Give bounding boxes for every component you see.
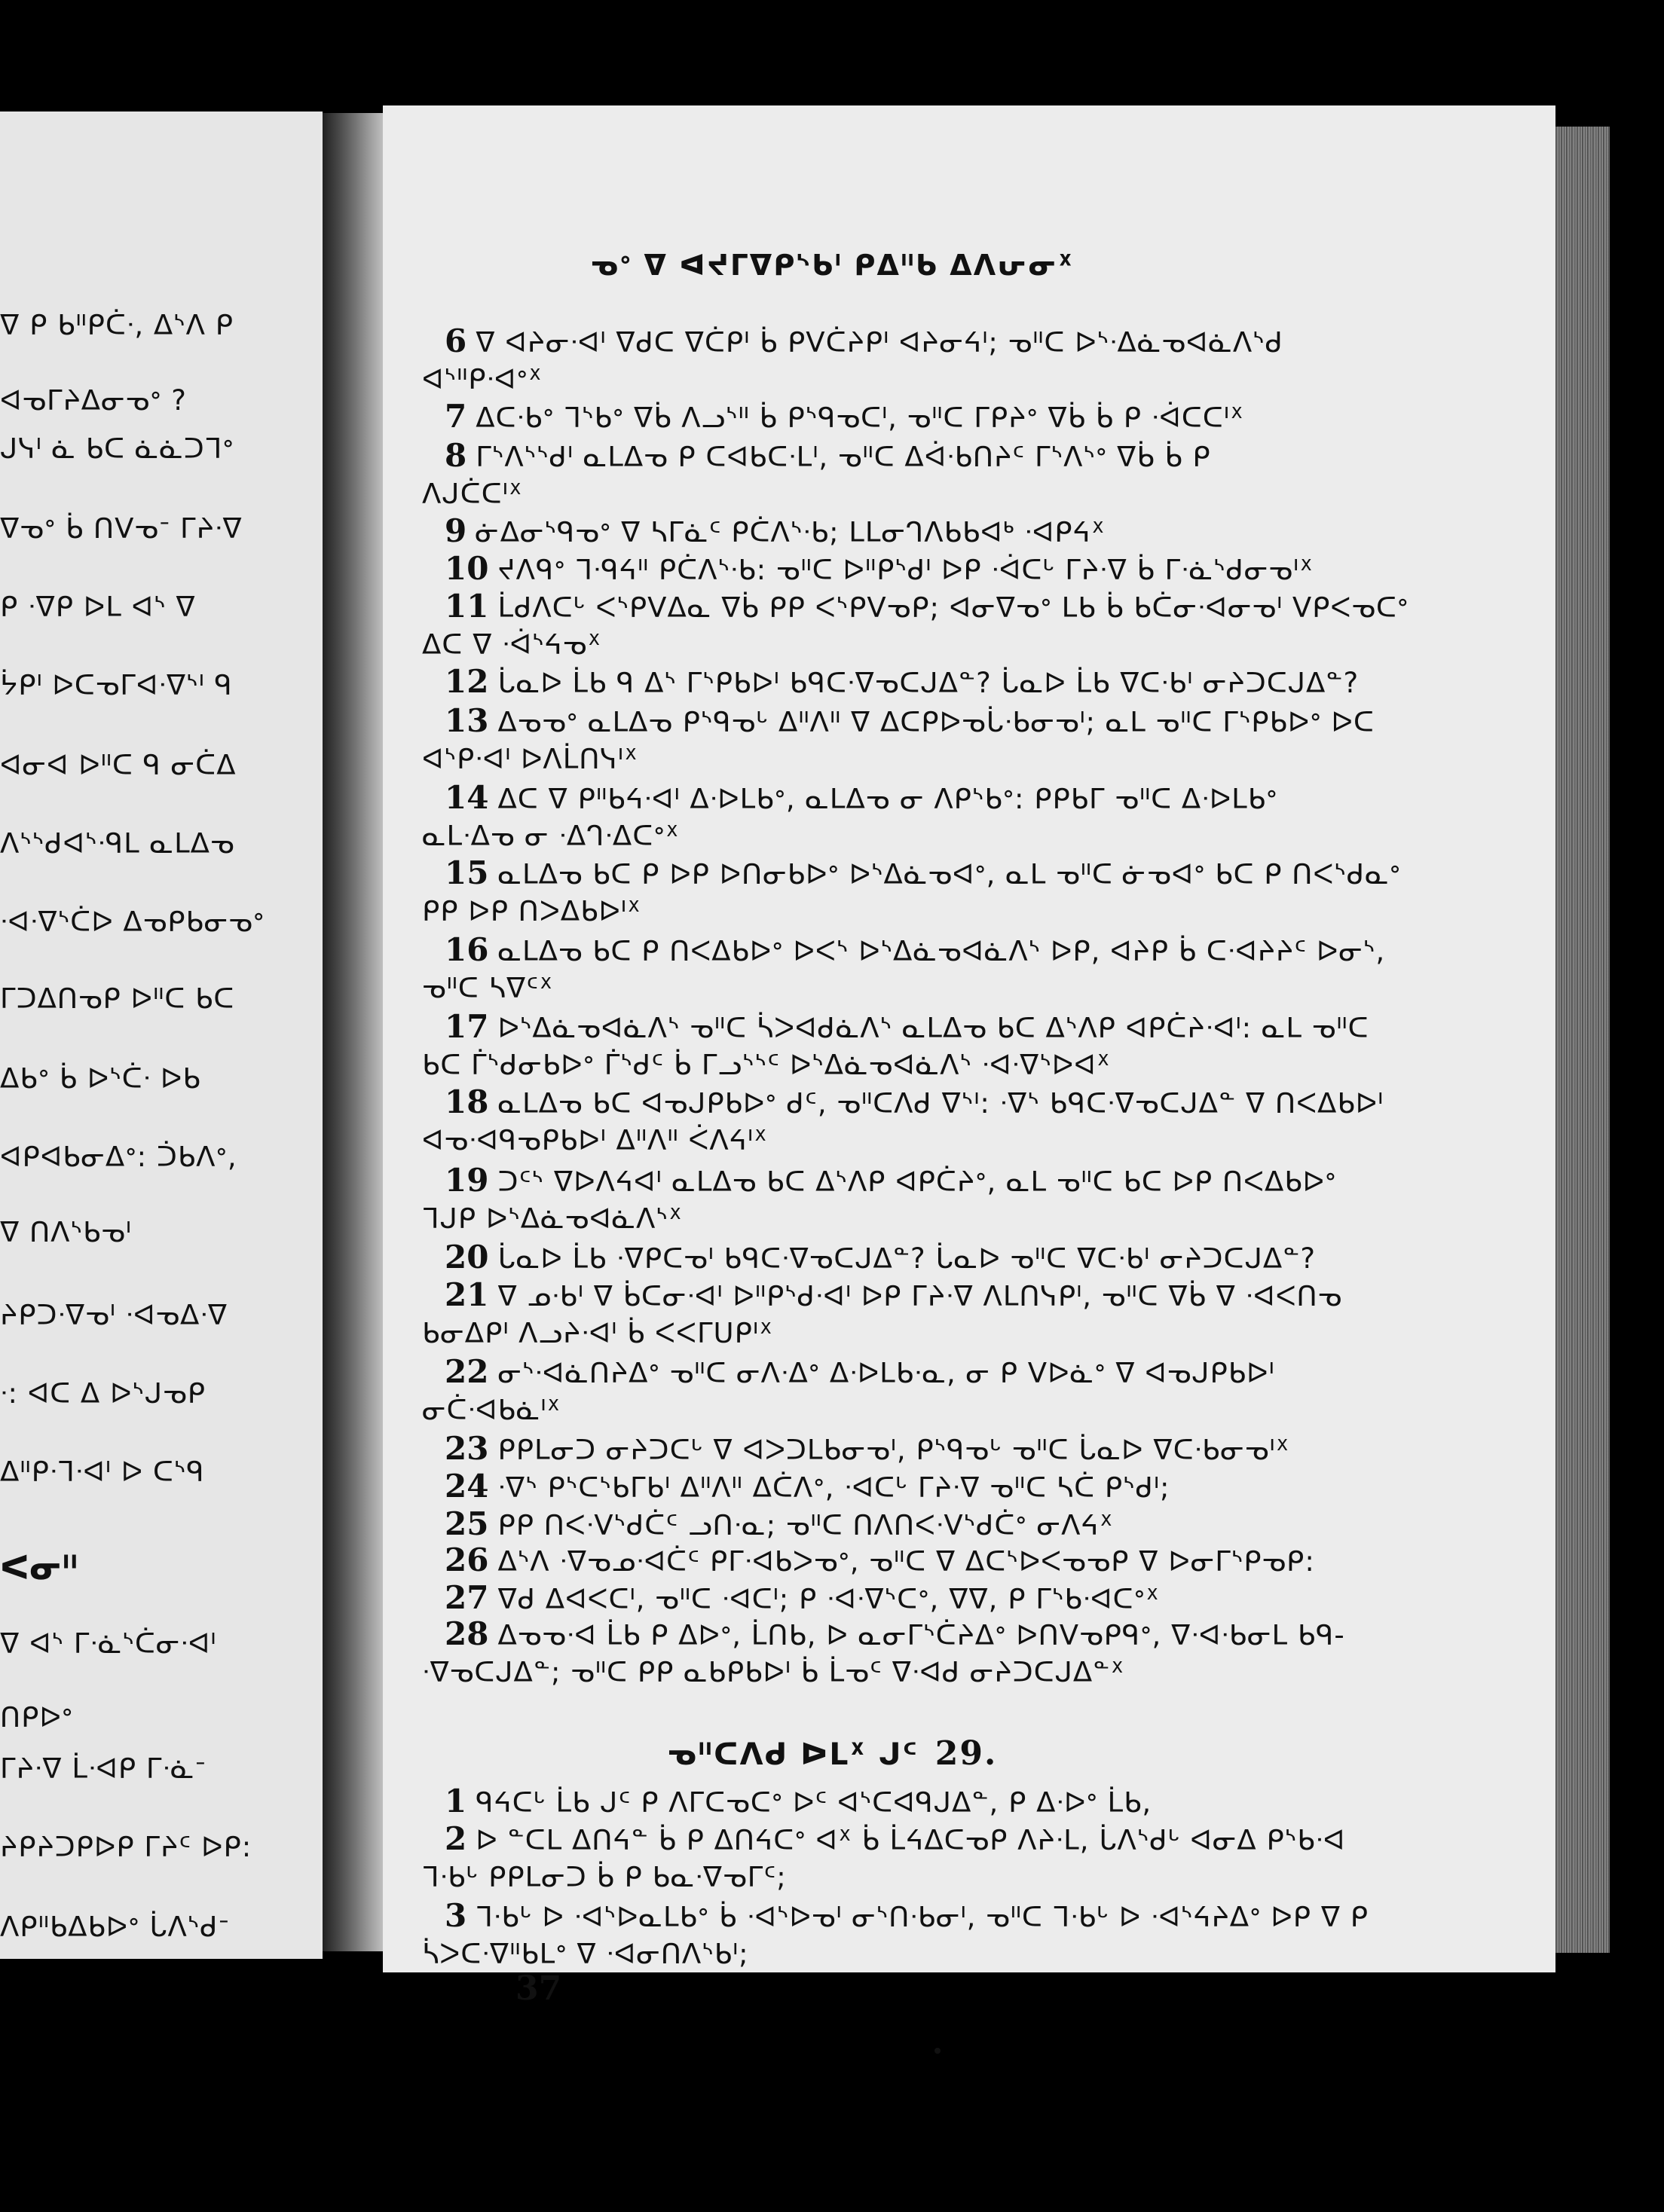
verse-number: 2: [445, 1820, 467, 1857]
verse-text: ᐅ ᓐᑕᒪ ᐃᑎᔦᓐ ᑳ ᑭ ᐃᑎᔦᑕᐤ ᐊᕽ ᑳ ᒫᔦᐃᑕᓀᑭ ᐱᔨᐧᒪ, ᒑᐱᔅᑯᒡ ᐊᓂᐃ ᑭᔅᑲᐧᐊ: [476, 1824, 1346, 1856]
verse-line: [445, 1541, 1315, 1578]
verse-line: ᐧᐁᓀᑕᒍᐃᓐ; ᓀᐦᑕ ᑭᑭ ᓇᑲᑭᑲᐅᑊ ᑳ ᒫᓀᑦ ᐁᐧᐊᑯ ᓂᔨᑐᑕᒍᐃᓐᕽ: [422, 1656, 1125, 1688]
verse-text: ᐃᔅᐱ ᐧᐁᓀᓄᐧᐊᑖᑦ ᑭᒥᐧᐊᑲᐳᓀᐤ, ᓀᐦᑕ ᐁ ᐃᑕᔅᐅᐸᓀᓀᑭ ᐁ ᐅᓂᒥᔅᑭᓀᑭ:: [497, 1545, 1315, 1578]
facing-line: ᐁ ᑭ ᑲᐦᑭᑖᐧ, ᐃᔅᐱ ᑭ: [0, 309, 234, 341]
facing-line: ᔮᑭᑊ ᐅᑕᓀᒥᐊᐧᐁᔅᑊ ᑫ: [0, 669, 233, 701]
verse-number: 24: [445, 1468, 489, 1505]
facing-line: ᐧ: ᐊᑕ ᐃ ᐅᔅᒍᓀᑭ: [0, 1377, 206, 1410]
verse-number: 21: [445, 1276, 489, 1313]
verse-text: ᐁ ᐊᔨᓂᐧᐊᑊ ᐁᑯᑕ ᐁᑖᑭᑊ ᑳ ᑭᐯᑖᔨᑭᑊ ᐊᔨᓂᔦᑊ; ᓀᐦᑕ ᐅᔅᐧᐃᓈᓀᐊᓈᐱᔅᑯ: [476, 326, 1283, 359]
facing-line: ᐊᓀᒥᔨᐃᓂᓀᐤ ?: [0, 384, 187, 417]
verse-line: ᑭᑭ ᐅᑭ ᑎᐳᐃᑲᐅᑊᕽ: [422, 895, 641, 927]
verse-text: ᐅᔅᐃᓈᓀᐊᓈᐱᔅ ᓀᐦᑕ ᓵᐳᐊᑯᓈᐱᔅ ᓇᒪᐃᓀ ᑲᑕ ᐃᔅᐱᑭ ᐊᑭᑖᔨᐧᐊᑊ: ᓇᒪ ᓀᐦᑕ: [497, 1012, 1369, 1044]
facing-line: ᒥᔨᐧᐁ ᒫᐧᐊᑭ ᒥᐧᓈᐨ: [0, 1752, 206, 1785]
facing-line: ᐁ ᐊᔅ ᒥᐧᓈᔅᑖᓂᐧᐊᑊ: [0, 1627, 217, 1660]
verse-text: ᓃᐃᓂᔅᑫᓀᐤ ᐁ ᓴᒥᓈᑦ ᑭᑖᐱᔅᐧᑲ; ᒪᒪᓂᒉᐱᑲᑲᐊᒃ ᐧᐊᑭᔦᕽ: [476, 516, 1106, 548]
verse-number: 27: [445, 1579, 489, 1616]
verse-number: 6: [445, 322, 467, 359]
verse-line: ᐱᒍᑖᑕᑊᕽ: [422, 478, 523, 510]
verse-line: [445, 1820, 1345, 1857]
verse-line: ᓇᒪᐧᐃᓀ ᓂ ᐧᐃᒉᐧᐃᑕᐤᕽ: [422, 820, 680, 852]
verse-line: [445, 702, 1375, 739]
facing-line: ᔨᑭᔨᑐᑭᐅᑭ ᒥᔨᑦ ᐅᑭ:: [0, 1831, 252, 1863]
verse-line: [445, 512, 1106, 549]
verse-number: 10: [445, 550, 489, 587]
verse-text: ᑐᑦᔅ ᐁᐅᐱᔦᐊᑊ ᓇᒪᐃᓀ ᑲᑕ ᐃᔅᐱᑭ ᐊᑭᑖᔨᐤ, ᓇᒪ ᓀᐦᑕ ᑲᑕ ᐅᑭ ᑎᐸᐃᑲᐅᐤ: [497, 1166, 1337, 1198]
verse-text: ᐁᑯ ᐃᐊᐸᑕᑊ, ᓀᐦᑕ ᐧᐊᑕᑊ; ᑭ ᐧᐊᐧᐁᔅᑕᐤ, ᐁᐁ, ᑭ ᒥᔅᑲᐧᐊᑕᐤᕽ: [497, 1583, 1160, 1615]
verse-line: ᐃᑕ ᐁ ᐧᐋᔅᔦᓀᕽ: [422, 628, 602, 661]
verse-text: ᑫᔦᑕᒡ ᒫᑲ ᒍᑦ ᑭ ᐱᒥᑕᓀᑕᐤ ᐅᑦ ᐊᔅᑕᐊᑫᒍᐃᓐ, ᑭ ᐃᐧᐅᐤ ᒫᑲ,: [476, 1786, 1152, 1819]
verse-line: [445, 398, 1244, 435]
verse-line: [445, 1353, 1275, 1390]
verse-line: [445, 1783, 1152, 1819]
verse-number: 1: [445, 1783, 467, 1819]
verse-line: [445, 1430, 1289, 1467]
verse-number: 15: [445, 854, 489, 891]
facing-page: [0, 112, 323, 1959]
chapter-number: 29.: [934, 1734, 998, 1773]
verse-number: 19: [445, 1162, 489, 1199]
facing-line: ᐱᔅᔅᑯᐊᔅᐧᑫᒪ ᓇᒪᐃᓀ: [0, 827, 235, 860]
verse-line: [445, 1579, 1160, 1616]
facing-line: ᐧᐊᐧᐁᔅᑖᐅ ᐃᓀᑭᑲᓂᓀᐤ: [0, 906, 265, 938]
verse-text: ᒥᔅᐱᔅᔅᑯᑊ ᓇᒪᐃᓀ ᑭ ᑕᐊᑲᑕᐧᒪᑊ, ᓀᐦᑕ ᐃᐋᐧᑲᑎᔨᑦ ᒥᔅᐱᔅᐤ ᐁᑳ ᑳ ᑭ: [476, 441, 1211, 473]
verse-number: 16: [445, 931, 489, 968]
verse-number: 9: [445, 512, 467, 549]
verse-number: 3: [445, 1897, 467, 1934]
verse-number: 17: [445, 1008, 489, 1045]
verse-text: ᓂᔅᐧᐊᓈᑎᔨᐃᐤ ᓀᐦᑕ ᓂᐱᐧᐃᐤ ᐃᐧᐅᒪᑲᐧᓇ, ᓂ ᑭ ᐯᐅᓈᐤ ᐁ ᐊᓀᒍᑭᑲᐅᑊ: [497, 1357, 1275, 1389]
facing-line: ᐁᓀᐤ ᑳ ᑎᐯᓀᐨ ᒥᔨᐧᐁ: [0, 512, 243, 545]
page-number: 37: [515, 1969, 562, 2008]
verse-number: 25: [445, 1505, 489, 1542]
verse-number: 18: [445, 1083, 489, 1120]
verse-text: ᓇᒪᐃᓀ ᑲᑕ ᑭ ᐅᑭ ᐅᑎᓂᑲᐅᐤ ᐅᔅᐃᓈᓀᐊᐤ, ᓇᒪ ᓀᐦᑕ ᓃᓀᐊᐤ ᑲᑕ ᑭ ᑎᐸᔅᑯᓇᐤ: [497, 858, 1401, 891]
verse-line: ᐊᔅᐦᑭᐧᐊᐤᕽ: [422, 363, 543, 396]
verse-text: ᐃᓀᓀᐤ ᓇᒪᐃᓀ ᑭᔅᑫᓀᒡ ᐃᐦᐱᐦ ᐁ ᐃᑕᑭᐅᓀᒑᐧᑲᓂᓀᑊ; ᓇᒪ ᓀᐦᑕ ᒥᔅᑭᑲᐅᐤ ᐅᑕ: [497, 706, 1375, 738]
verse-line: [445, 663, 1359, 700]
verse-text: ᔪᐱᑫᐤ ᒣᐧᑫᔦᐦ ᑭᑖᐱᔅᐧᑲ: ᓀᐦᑕ ᐅᐦᑭᔅᑯᑊ ᐅᑭ ᐧᐋᑕᒡ ᒥᔨᐧᐁ ᑳ ᒥᐧᓈᔅᑯᓂᓀᑊᕽ: [497, 554, 1314, 586]
verse-line: [445, 1083, 1384, 1120]
verse-number: 13: [445, 702, 489, 739]
verse-line: [445, 322, 1283, 359]
facing-line: ᑎᑭᐅᐤ: [0, 1701, 74, 1734]
chapter-heading: [0, 1734, 1664, 1773]
verse-number: 20: [445, 1239, 489, 1276]
verse-line: ᐊᓀᐧᐊᑫᓀᑭᑲᐅᑊ ᐃᐦᐱᐦ ᐹᐱᔦᑊᕽ: [422, 1124, 768, 1156]
verse-text: ᐧᐁᔅ ᑭᔅᑕᔅᑲᒥᑲᑊ ᐃᐦᐱᐦ ᐃᑖᐱᐤ, ᐧᐊᑕᒡ ᒥᔨᐧᐁ ᓀᐦᑕ ᓴᑖ ᑭᔅᑯᑊ;: [497, 1471, 1170, 1504]
verse-number: 8: [445, 437, 467, 474]
facing-line: ᐊᑭᐊᑲᓂᐃᐤ: ᑑᑲᐱᐤ,: [0, 1141, 237, 1173]
verse-number: 7: [445, 398, 467, 435]
running-head: ᓀᐤ ᐁ ᐊᔪᒥᐁᑭᔅᑲᑊ ᑭᐃᐦᑲ ᐃᐱᕂᓂᕽ: [589, 249, 1075, 282]
verse-text: ᑭᑭ ᑎᐸᐧᐯᔅᑯᑖᑦ ᓗᑎᐧᓇ; ᓀᐦᑕ ᑎᐱᑎᐸᐧᐯᔅᑯᑖᐤ ᓂᐱᔦᕽ: [497, 1509, 1114, 1541]
verse-text: ᒑᓇᐅ ᒫᑲ ᐧᐁᑭᑕᓀᑊ ᑲᑫᑕᐧᐁᓀᑕᒍᐃᓐ? ᒑᓇᐅ ᓀᐦᑕ ᐁᑕᐧᑲᑊ ᓂᔨᑐᑕᒍᐃᓐ?: [497, 1242, 1316, 1275]
verse-line: [445, 588, 1409, 625]
verse-text: ᑭᑭᒪᓂᑐ ᓂᔨᑐᑕᒡ ᐁ ᐊᐳᑐᒪᑲᓂᓀᑊ, ᑭᔅᑫᓀᒡ ᓀᐦᑕ ᒑᓇᐅ ᐁᑕᐧᑲᓂᓀᑊᕽ: [497, 1434, 1290, 1466]
verse-line: [445, 1897, 1369, 1934]
verse-text: ᐃᑕᐧᑲᐤ ᒣᔅᑲᐤ ᐁᑳ ᐱᓗᔅᐦ ᑳ ᑭᔅᑫᓀᑕᑊ, ᓀᐦᑕ ᒥᑭᔨᐤ ᐁᑳ ᑳ ᑭ ᐧᐋᑕᑕᑊᕽ: [476, 402, 1244, 434]
verse-number: 11: [445, 588, 489, 625]
verse-line: [445, 1615, 1345, 1652]
verse-line: ᒣᒍᑭ ᐅᔅᐃᓈᓀᐊᓈᐱᔅᕽ: [422, 1202, 683, 1235]
verse-number: 14: [445, 779, 489, 816]
chapter-heading-text: ᓀᐦᑕᐱᑯ ᐅᒪᕽ ᒍᑦ: [666, 1737, 919, 1772]
facing-line: ᔨᑭᑐᐧᐁᓀᑊ ᐧᐊᓀᐃᐧᐁ: [0, 1299, 228, 1331]
verse-line: ᓂᑖᐧᐊᑲᓈᑊᕽ: [422, 1394, 561, 1426]
verse-line: [445, 779, 1277, 816]
verse-line: [445, 1505, 1114, 1542]
verse-number: 23: [445, 1430, 489, 1467]
verse-line: [445, 1276, 1342, 1313]
verse-line: [445, 1162, 1336, 1199]
verse-text: ᓇᒪᐃᓀ ᑲᑕ ᑭ ᑎᐸᐃᑲᐅᐤ ᐅᐸᔅ ᐅᔅᐃᓈᓀᐊᓈᐱᔅ ᐅᑭ, ᐊᔨᑭ ᑳ ᑕᐧᐊᔨᔨᑦ ᐅᓂᔅ,: [497, 935, 1386, 967]
verse-line: ᓀᐦᑕ ᓴᐁᑦᕽ: [422, 972, 554, 1004]
facing-line: ᐃᐦᑭᐧᒣᐧᐊᑊ ᐅ ᑕᔅᑫ: [0, 1456, 205, 1488]
verse-text: ᐃᑕ ᐁ ᑭᐦᑲᔦᐧᐊᑊ ᐃᐧᐅᒪᑲᐤ, ᓇᒪᐃᓀ ᓂ ᐱᑭᔅᑲᐤ: ᑭᑭᑲᒥ ᓀᐦᑕ ᐃᐧᐅᒪᑲᐤ: [497, 783, 1278, 815]
verse-line: [445, 931, 1385, 968]
verse-line: [445, 437, 1211, 474]
facing-line: ᒍᓭᑊ ᓈ ᑲᑕ ᓈᓈᑐᒣᐤ: [0, 432, 234, 465]
verse-text: ᓇᒪᐃᓀ ᑲᑕ ᐊᓀᒍᑭᑲᐅᐤ ᑯᑦ, ᓀᐦᑕᐱᑯ ᐁᔅᑊ: ᐧᐁᔅ ᑲᑫᑕᐧᐁᓀᑕᒍᐃᓐ ᐁ ᑎᐸᐃᑲᐅᑊ: [497, 1087, 1384, 1120]
facing-heading: ᐸᓂᐦ: [0, 1549, 78, 1587]
verse-line: ᒣᐧᑲᒡ ᑭᑭᒪᓂᑐ ᑳ ᑭ ᑲᓇᐧᐁᓀᒥᑦ;: [422, 1861, 787, 1893]
facing-line: ᐁ ᑎᐱᔅᑲᓀᑊ: [0, 1216, 132, 1248]
verse-line: [445, 1239, 1316, 1276]
verse-line: [445, 1468, 1170, 1505]
verse-number: 28: [445, 1615, 489, 1652]
verse-line: [445, 854, 1401, 891]
page-edges: [1555, 127, 1610, 1953]
verse-text: ᐃᓀᓀᐧᐊ ᒫᑲ ᑭ ᐃᐅᐤ, ᒫᑎᑲ, ᐅ ᓇᓂᒥᔅᑖᔨᐃᐤ ᐅᑎᐯᓀᑭᑫᐤ, ᐁᐧᐊᐧᑲᓂᒪ ᑲᑫ-: [497, 1619, 1345, 1651]
facing-line: ᒥᑐᐃᑎᓀᑭ ᐅᐦᑕ ᑲᑕ: [0, 982, 235, 1015]
verse-line: ᑲᑕ ᒦᔅᑯᓂᑲᐅᐤ ᒦᔅᑯᑦ ᑳ ᒥᓗᔅᔅᑦ ᐅᔅᐃᓈᓀᐊᓈᐱᔅ ᐧᐊᐧᐁᔅᐅᐊᕽ: [422, 1049, 1111, 1081]
verse-number: 22: [445, 1353, 489, 1390]
verse-line: ᓵᐳᑕᐧᐁᐦᑲᒪᐤ ᐁ ᐧᐊᓂᑎᐱᔅᑲᑊ;: [422, 1938, 749, 1970]
verse-number: 26: [445, 1541, 489, 1578]
facing-line: ᑭ ᐧᐁᑭ ᐅᒪ ᐊᔅ ᐁ: [0, 591, 196, 623]
verse-line: [445, 1008, 1369, 1045]
facing-line: ᐊᓂᐊ ᐅᐦᑕ ᑫ ᓂᑖᐃ: [0, 749, 237, 781]
facing-line: ᐃᑲᐤ ᑳ ᐅᔅᑖᐧ ᐅᑲ: [0, 1062, 201, 1095]
verse-line: [445, 550, 1314, 587]
verse-text: ᒑᓇᐅ ᒫᑲ ᑫ ᐃᔅ ᒥᔅᑭᑲᐅᑊ ᑲᑫᑕᐧᐁᓀᑕᒍᐃᓐ? ᒑᓇᐅ ᒫᑲ ᐁᑕᐧᑲᑊ ᓂᔨᑐᑕᒍᐃᓐ?: [497, 667, 1360, 699]
verse-line: ᐊᔅᑭᐧᐊᑊ ᐅᐱᒫᑎᓭᑊᕽ: [422, 743, 638, 775]
verse-text: ᐁ ᓄᐧᑲᑊ ᐁ ᑳᑕᓂᐧᐊᑊ ᐅᐦᑭᔅᑯᐧᐊᑊ ᐅᑭ ᒥᔨᐧᐁ ᐱᒪᑎᓭᑭᑊ, ᓀᐦᑕ ᐁᑳ ᐁ ᐧᐊᐸᑎᓀ: [497, 1280, 1343, 1312]
ink-speck: [934, 2048, 941, 2054]
facing-line: ᐱᑭᐦᑲᐃᑲᐅᐤ ᒑᐱᔅᑯᐨ: [0, 1911, 230, 1943]
verse-line: ᑲᓂᐃᑭᑊ ᐱᓗᔨᐧᐊᑊ ᑳ ᐸᐸᒥᑌᑭᑊᕽ: [422, 1317, 773, 1349]
book-gutter-shadow: [323, 113, 389, 1951]
verse-text: ᒣᐧᑲᒡ ᐅ ᐧᐊᔅᐅᓇᒪᑲᐤ ᑳ ᐧᐊᔅᐅᓀᑊ ᓂᔅᑎᐧᑲᓂᑊ, ᓀᐦᑕ ᒣᐧᑲᒡ ᐅ ᐧᐊᔅᔦᔨᐃᐤ ᐅᑭ ᐁ ᑭ: [476, 1901, 1369, 1933]
verse-text: ᒫᑯᐱᑕᒡ ᐸᔅᑭᐯᐃᓇ ᐁᑳ ᑭᑭ ᐸᔅᑭᐯᓀᑭ; ᐊᓂᐁᓀᐤ ᒪᑲ ᑳ ᑲᑖᓂᐧᐊᓂᓀᑊ ᐯᑭᐸᓀᑕᐤ: [497, 591, 1409, 624]
verse-number: 12: [445, 663, 489, 700]
